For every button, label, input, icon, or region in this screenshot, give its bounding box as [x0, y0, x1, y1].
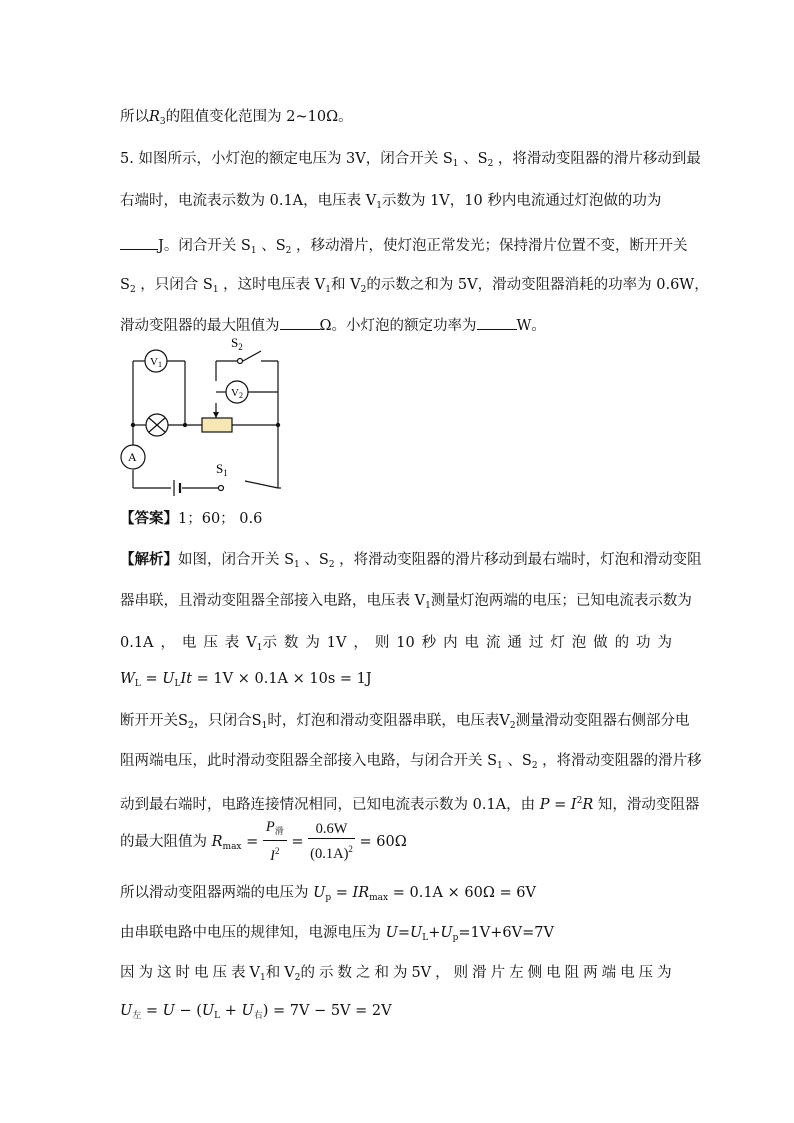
circuit-diagram [118, 333, 288, 498]
analysis-line-7: 动到最右端时，电路连接情况相同，已知电流表示数为 0.1A，由 $P = I^2R$ 知，滑动变阻器 [120, 796, 700, 813]
answer-blank-2 [280, 316, 320, 330]
analysis-label: 【解析】 [120, 551, 178, 568]
analysis-line-10: 由串联电路中电压的规律知，电源电压为 $U=U_L+U_p=1V+6V=7V$ [120, 925, 554, 943]
s2-contact-left [238, 359, 243, 364]
s1-label: $S_1$ [216, 461, 228, 478]
analysis-formula-uleft: $U_左 = U - (U_L + U_右) = 7V - 5V = 2V$ [120, 1003, 392, 1021]
analysis-formula-work: $W_L = U_LIt = 1V \times 0.1A \times 10s = 1J$ [120, 671, 372, 689]
question-5-line-1: 5. 如图所示，小灯泡的额定电压为 3V，闭合开关 $S_1$ 、$S_2$ ，将滑动变阻器的滑片移动到最 [120, 151, 701, 169]
analysis-line-9: 所以滑动变阻器两端的电压为 $U_p = IR_{max} = 0.1A \times 60\Omega = 6V$ [120, 885, 536, 903]
v2-label: V2 [231, 387, 243, 400]
analysis-line-5: 断开开关$S_2$，只闭合$S_1$时，灯泡和滑动变阻器串联，电压表$V_2$测量滑动变阻器右侧部分电 [120, 713, 690, 731]
s2-label: $S_2$ [231, 335, 243, 352]
rheostat-icon [202, 418, 232, 432]
analysis-line-6: 阻两端电压，此时滑动变阻器全部接入电路，与闭合开关 $S_1$ 、$S_2$ ，将滑动变阻器的滑片移 [120, 753, 702, 771]
fraction-values: $\frac{0.6W}{(0.1A)^2}$ [310, 821, 353, 862]
answer-label: 【答案】 [120, 510, 178, 527]
analysis-formula-rmax: 的最大阻值为 $R_{max}$ = $\frac{P_滑}{I^2}$ = $\frac{0.6W}{(0.1A)^2}$ = 60Ω [120, 819, 407, 864]
analysis-line-11: 因 为 这 时 电 压 表 $V_1$和 $V_2$的 示 数 之 和 为 5V ， 则 滑 片 左 侧 电 阻 两 端 电 压 为 [120, 965, 672, 983]
question-5-line-2: 右端时，电流表示数为 0.1A，电压表 $V_1$示数为 1V，10 秒内电流通过灯泡做的功为 [120, 193, 662, 211]
fraction-p-over-i2: $\frac{P_滑}{I^2}$ [263, 818, 287, 866]
ammeter-label: A [128, 450, 137, 464]
s1-contact-left [219, 486, 224, 491]
analysis-line-1: 【解析】如图，闭合开关 $S_1$ 、$S_2$ ，将滑动变阻器的滑片移动到最右端时，灯泡和滑动变阻 [120, 551, 702, 570]
question-5-line-4: $S_2$ ，只闭合 $S_1$ ，这时电压表 $V_1$和 $V_2$的示数之和为 5V，滑动变阻器消耗的功率为 0.6W， [120, 277, 709, 295]
s1-blade [245, 481, 278, 488]
analysis-line-3: 0.1A ， 电 压 表 $V_1$示 数 为 1V ， 则 10 秒 内 电 流 通 过 灯 泡 做 的 功 为 [120, 635, 672, 653]
answer-blank-1 [120, 236, 158, 250]
slider-arrow-icon [213, 412, 219, 418]
question-5-line-5: 滑动变阻器的最大阻值为 Ω。小灯泡的额定功率为 W。 [120, 318, 546, 334]
s2-blade [243, 351, 261, 361]
analysis-line-2: 器串联，且滑动变阻器全部接入电路，电压表 $V_1$测量灯泡两端的电压；已知电流表示数为 [120, 593, 692, 611]
answer-blank-3 [477, 316, 517, 330]
question-5-line-3: J。闭合开关 $S_1$ 、$S_2$ ，移动滑片，使灯泡正常发光；保持滑片位置不变，断开开关 [120, 236, 687, 260]
v1-label: V1 [150, 356, 162, 369]
prev-conclusion-line: 所以$R_3$的阻值变化范围为 2~10Ω。 [120, 109, 353, 127]
answer-value: 1；60； 0.6 [178, 511, 263, 527]
answer-line [120, 510, 262, 528]
